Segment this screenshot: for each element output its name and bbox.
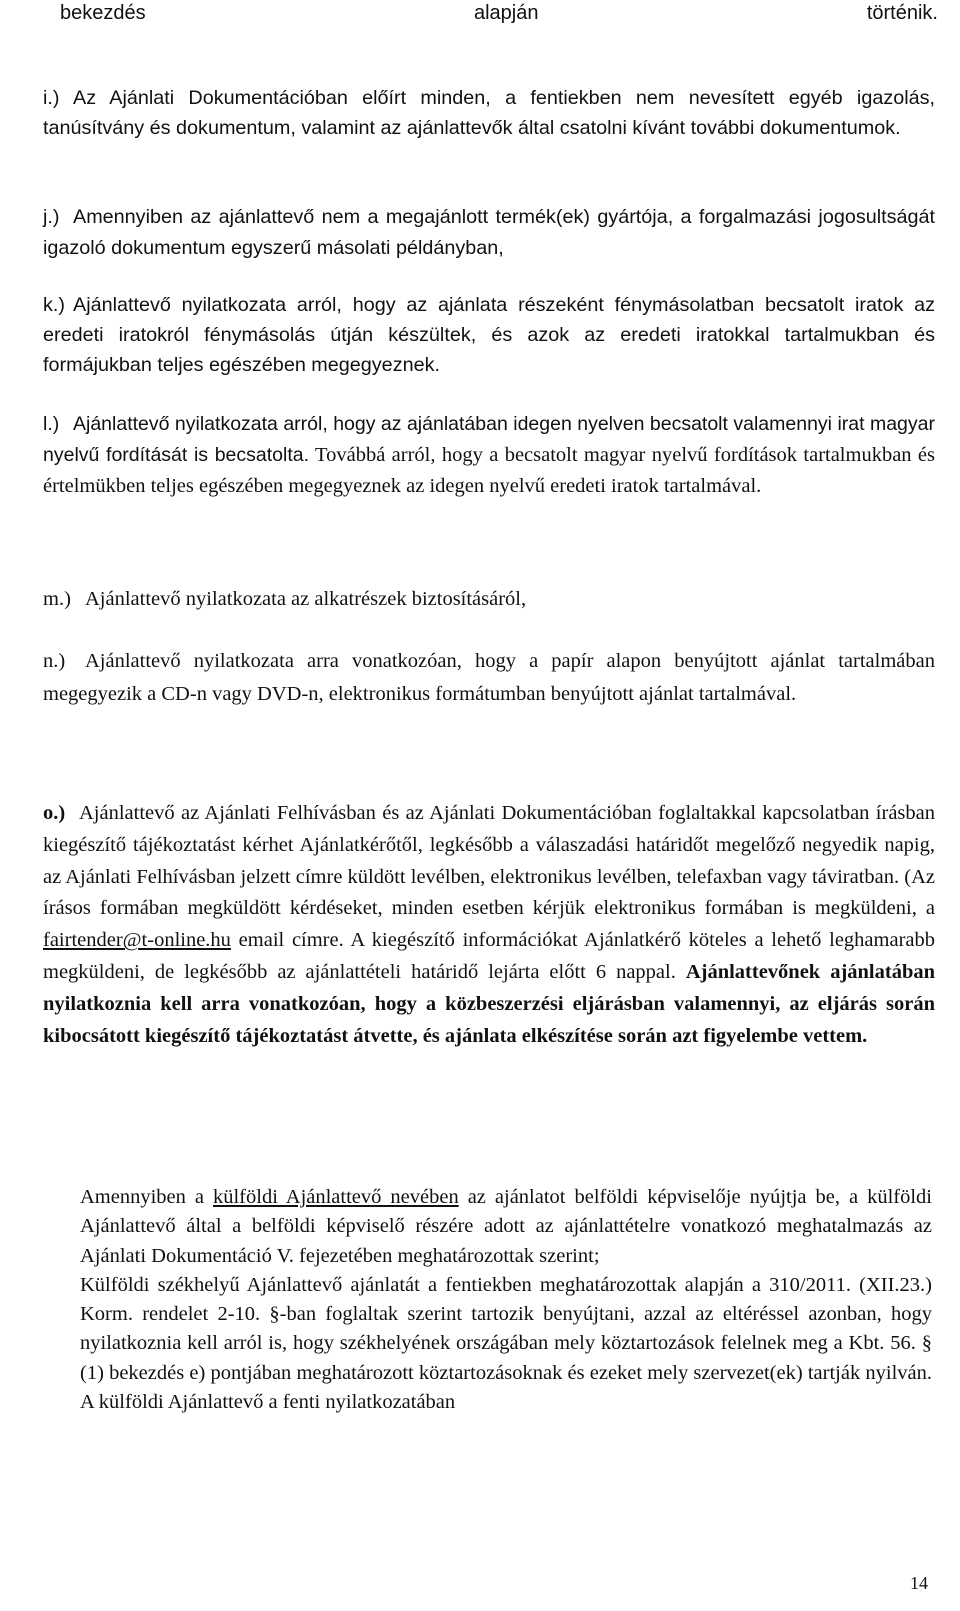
closing-underlined-text: külföldi Ajánlattevő nevében [212,1186,459,1208]
list-text-2: email címre. A kiegészítő információkat Ajánlatkérő köteles a lehető leghamarabb megküldeni, de legkésőbb az ajánlattételi határidő lejárta előtt 6 nappal. [43,929,935,983]
list-item-l [43,409,935,502]
list-text: Az Ajánlati Dokumentációban előírt minden, a fentiekben nem nevesített egyéb igazolás, tanúsítvány és dokumentum, valamint az ajánlattevők által csatolni kívánt további dokumentumok. [43,87,935,139]
list-item-n [43,645,935,711]
list-label: k.) [43,294,65,316]
closing-section [80,1183,932,1417]
page-number: 14 [910,1573,928,1593]
continued-word-3: történik. [866,2,938,24]
list-label: n.) [43,650,66,672]
continued-word-2: alapján [473,2,539,24]
closing-text: az ajánlatot belföldi képviselője nyújtja be, a külföldi Ajánlattevő által a belföldi képviselő részére adott az ajánlattételre vonatkozó meghatalmazás az Ajánlati Dokumentáció V. fejezetében meghatározottak szerint; [80,1186,932,1267]
list-text-serif: Továbbá arról, hogy a becsatolt magyar nyelvű fordítások tartalmukban és értelmükben teljes egészében megegyeznek az idegen nyelvű eredeti iratok tartalmával. [43,444,935,497]
closing-text: Amennyiben a [80,1186,213,1208]
list-item-m [43,584,935,614]
list-item-k [43,290,935,380]
list-item-j [43,202,935,264]
list-text: Ajánlattevő nyilatkozata az alkatrészek biztosításáról, [85,588,527,610]
email-link[interactable]: fairtender@t-online.hu [43,929,231,952]
list-text: Ajánlattevő nyilatkozata arra vonatkozóan, hogy a papír alapon benyújtott ajánlat tartalmában megegyezik a CD-n vagy DVD-n, elektronikus formátumban benyújtott ajánlat tartalmával. [43,650,935,705]
list-item-i [43,84,935,143]
list-label: m.) [43,588,71,610]
closing-paragraph-1 [80,1183,932,1271]
closing-paragraph-2: Külföldi székhelyű Ajánlattevő ajánlatát a fentiekben meghatározottak alapján a 310/2011. (XII.23.) Korm. rendelet 2-10. §-ban foglaltak szerint tartozik benyújtani, azzal az eltéréssel azonban, hogy nyilatkoznia kell arról is, hogy székhelyének országában mely köztartozások felelnek meg a Kbt. 56. § (1) bekezdés e) pontjában meghatározott köztartozásoknak és ezeket mely szervezet(ek) tartják nyilván. A külföldi Ajánlattevő a fenti nyilatkozatában [80,1273,932,1414]
list-label: j.) [43,206,60,228]
list-label: l.) [43,413,60,435]
list-text: Ajánlattevő nyilatkozata arról, hogy az ajánlata részeként fénymásolatban becsatolt iratok az eredeti iratokról fénymásolás útján készültek, és azok az eredeti iratokkal tartalmukban és formájukban teljes egészében megegyeznek. [43,294,935,376]
continued-line [60,0,938,26]
list-label: i.) [43,87,60,109]
list-text-1: Ajánlattevő az Ajánlati Felhívásban és az Ajánlati Dokumentációban foglaltakkal kapcsolatban írásban kiegészítő tájékoztatást kérhet Ajánlatkérőtől, legkésőbb a válaszadási határidőt megelőző negyedik napig, az Ajánlati Felhívásban jelzett címre küldött levélben, elektronikus levélben, telefaxban vagy táviratban. (Az írásos formában megküldött kérdéseket, minden esetben kérjük elektronikus formában is megküldeni, a [43,802,935,920]
list-text-bold: Ajánlattevőnek ajánlatában nyilatkoznia kell arra vonatkozóan, hogy a közbeszerzési eljárásban valamennyi, az eljárás során kibocsátott kiegészítő tájékoztatást átvette, és ajánlata elkészítése során azt figyelembe vettem. [43,960,935,1047]
continued-word-1: bekezdés [60,2,146,24]
list-item-o [43,798,935,1052]
list-label: o.) [43,802,66,824]
list-text-sans: Ajánlattevő nyilatkozata arról, hogy az ajánlatában idegen nyelven becsatolt valamennyi irat magyar nyelvű fordítását is becsatolta. [43,413,935,466]
list-text: Amennyiben az ajánlattevő nem a megajánlott termék(ek) gyártója, a forgalmazási jogosultságát igazoló dokumentum egyszerű másolati példányban, [43,206,935,259]
